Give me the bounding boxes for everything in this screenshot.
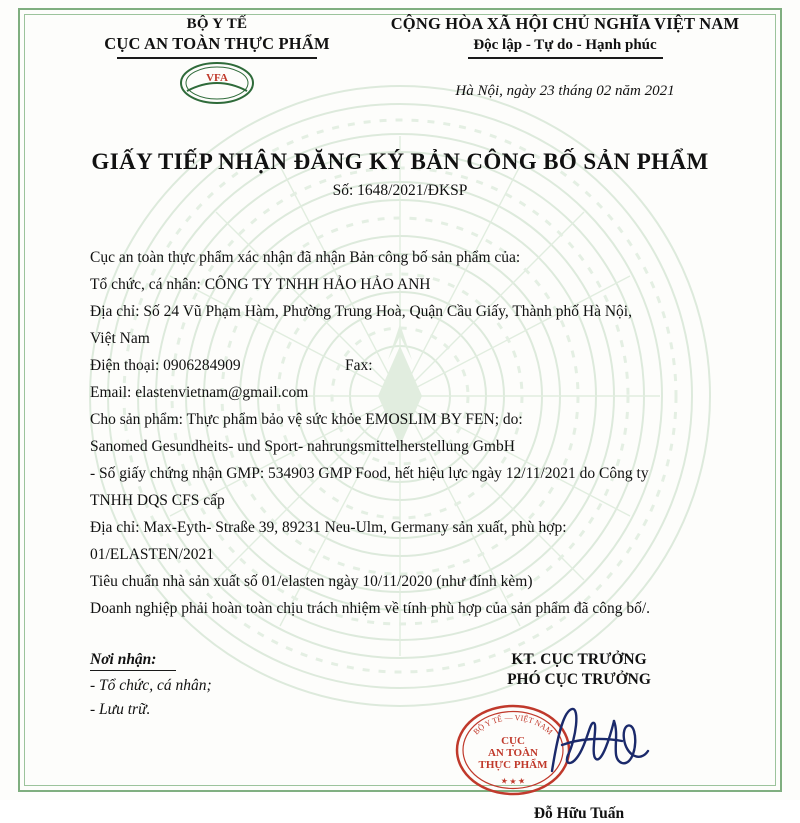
manufacturer-line: Sanomed Gesundheits- und Sport- nahrungsmittelherstellung GmbH: [90, 437, 515, 455]
handwritten-signature: [538, 693, 658, 789]
recipients-underline: [90, 670, 176, 671]
country-name: CỘNG HÒA XÃ HỘI CHỦ NGHĨA VIỆT NAM: [390, 14, 740, 33]
factory-address-line: Địa chỉ: Max-Eyth- Straße 39, 89231 Neu-Ulm, Germany sản xuất, phù hợp:: [90, 518, 567, 536]
intro-line: Cục an toàn thực phẩm xác nhận đã nhận Bản công bố sản phẩm của:: [90, 248, 521, 266]
contact-row: [90, 354, 726, 381]
product-line: Cho sản phẩm: Thực phẩm bảo vệ sức khỏe EMOSLIM BY FEN; do:: [90, 410, 523, 428]
title-block: [52, 149, 748, 200]
recipients-block: [90, 651, 420, 823]
document-number: Số: 1648/2021/ĐKSP: [332, 181, 468, 199]
email-line: Email: elastenvietnam@gmail.com: [90, 383, 309, 401]
svg-text:CỤC: CỤC: [501, 734, 525, 747]
issuing-authority-block: [52, 14, 382, 105]
signer-name: Đỗ Hữu Tuấn: [533, 804, 625, 822]
department-underline: [117, 57, 317, 59]
address-line: Địa chỉ: Số 24 Vũ Phạm Hàm, Phường Trung Hoà, Quận Cầu Giấy, Thành phố Hà Nội,: [90, 302, 632, 320]
svg-text:★ ★ ★: ★ ★ ★: [500, 775, 526, 787]
phone-line: Điện thoại: 0906284909: [90, 356, 241, 374]
signer-title-line-1: KT. CỤC TRƯỞNG: [511, 650, 647, 668]
gmp-line-1: - Số giấy chứng nhận GMP: 534903 GMP Food, hết hiệu lực ngày 12/11/2021 do Công ty: [90, 464, 649, 482]
issue-date: Hà Nội, ngày 23 tháng 02 năm 2021: [455, 82, 675, 99]
signer-block: [420, 651, 738, 823]
ministry-label: BỘ Y TẾ: [186, 16, 248, 32]
recipients-item-2: - Lưu trữ.: [90, 701, 151, 718]
signature-area: [52, 651, 748, 823]
national-motto: Độc lập - Tự do - Hạnh phúc: [473, 37, 657, 53]
document-body: [52, 246, 748, 621]
department-label: CỤC AN TOÀN THỰC PHẨM: [104, 34, 330, 53]
vfa-emblem-icon: [179, 61, 255, 105]
standard-code-line: 01/ELASTEN/2021: [90, 545, 214, 563]
document-title: GIẤY TIẾP NHẬN ĐĂNG KÝ BẢN CÔNG BỐ SẢN PHẨM: [91, 148, 709, 174]
document-header: [52, 14, 748, 105]
motto-underline: [468, 57, 663, 59]
address-line-2: Việt Nam: [90, 329, 150, 347]
svg-text:BỘ Y TẾ — VIỆT NAM: BỘ Y TẾ — VIỆT NAM: [471, 712, 555, 737]
organization-line: Tổ chức, cá nhân: CÔNG TY TNHH HẢO HẢO ANH: [90, 275, 431, 293]
svg-text:AN TOÀN: AN TOÀN: [487, 746, 539, 759]
signer-title-line-2: PHÓ CỤC TRƯỞNG: [507, 670, 651, 688]
gmp-line-2: TNHH DQS CFS cấp: [90, 491, 225, 509]
recipients-item-1: - Tổ chức, cá nhân;: [90, 677, 212, 694]
national-heading-block: [382, 14, 748, 100]
recipients-title: Nơi nhận:: [90, 650, 157, 668]
svg-text:VFA: VFA: [206, 71, 228, 84]
svg-text:THỰC PHẨM: THỰC PHẨM: [478, 758, 548, 771]
responsibility-line: Doanh nghiệp phải hoàn toàn chịu trách nhiệm về tính phù hợp của sản phẩm đã công bố/.: [90, 599, 651, 617]
standard-line: Tiêu chuẩn nhà sản xuất số 01/elasten ngày 10/11/2020 (như đính kèm): [90, 572, 533, 590]
fax-line: Fax:: [345, 356, 373, 374]
